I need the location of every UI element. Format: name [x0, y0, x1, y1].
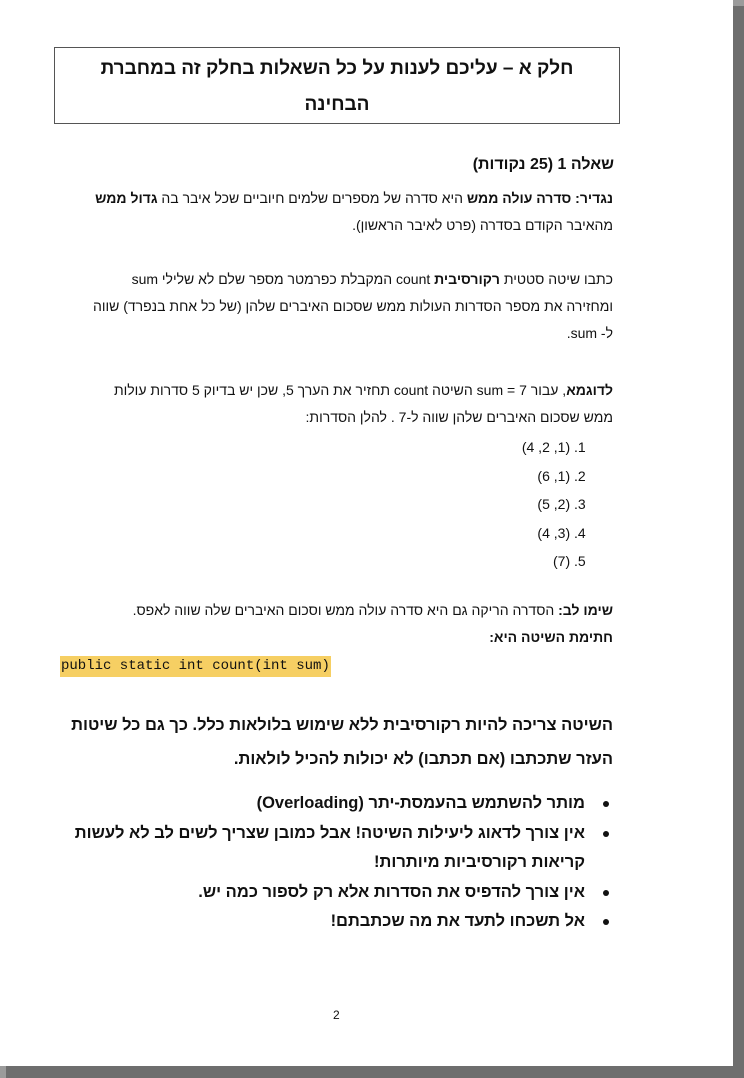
list-item: אל תשכחו לתעד את מה שכתבתם! — [53, 907, 613, 937]
definition-term: סדרה עולה ממש — [466, 190, 572, 206]
question-heading: שאלה 1 (25 נקודות) — [472, 156, 614, 173]
rules-bullet-list — [53, 789, 613, 937]
list-item: 5. (7) — [552, 553, 586, 569]
note-label: שימו לב: — [558, 602, 613, 618]
list-item: אין צורך לדאוג ליעילות השיטה! אבל כמובן שצריך לשים לב לא לעשות קריאות רקורסיביות מיותרות! — [53, 819, 613, 878]
example-label: לדוגמא — [566, 382, 613, 398]
note-paragraph — [53, 597, 613, 651]
section-title-line2: הבחינה — [304, 94, 370, 115]
list-item: מותר להשתמש בהעמסת-יתר (Overloading) — [53, 789, 613, 819]
section-title-box — [54, 47, 620, 124]
list-item: 3. (2, 5) — [537, 496, 586, 512]
list-item: 2. (1, 6) — [537, 467, 586, 484]
list-item: 1. (1, 2, 4) — [521, 439, 586, 455]
example-paragraph — [53, 377, 613, 431]
definition-line2: מהאיבר הקודם בסדרה (פרט לאיבר הראשון). — [352, 217, 613, 233]
page-shadow-right — [733, 6, 744, 1078]
definition-paragraph — [53, 185, 613, 239]
list-item: 4. (3, 4) — [537, 524, 586, 541]
bullet-icon — [603, 831, 609, 837]
example-line1: , עבור sum = 7 השיטה count תחזיר את הערך 5, שכן יש בדיוק 5 סדרות עולות — [113, 382, 567, 398]
definition-label: נגדיר: — [575, 190, 613, 206]
requirement-line2: העזר שתכתבו (אם תכתבו) לא יכולות להכיל לולאות. — [233, 750, 613, 768]
sequence-list — [522, 433, 594, 576]
task-part1: כתבו שיטה סטטית — [499, 271, 613, 287]
bullet-icon — [603, 890, 609, 896]
requirement-line1: השיטה צריכה להיות רקורסיבית ללא שימוש בלולאות כלל. כך גם כל שיטות — [71, 716, 613, 734]
task-line3: ל- sum. — [566, 325, 613, 341]
definition-text: היא סדרה של מספרים שלמים חיוביים שכל איבר בה — [157, 190, 467, 206]
page-shadow-bottom — [6, 1066, 744, 1078]
task-emphasis: רקורסיבית — [434, 271, 500, 287]
definition-emphasis: גדול ממש — [95, 190, 158, 206]
section-title-line1: חלק א – עליכם לענות על כל השאלות בחלק זה במחברת — [100, 58, 574, 79]
list-item: אין צורך להדפיס את הסדרות אלא רק לספור כמה יש. — [53, 878, 613, 908]
note-text: הסדרה הריקה גם היא סדרה עולה ממש וסכום האיברים שלה שווה לאפס. — [132, 602, 559, 618]
signature-label: חתימת השיטה היא: — [489, 629, 613, 645]
page-number: 2 — [333, 1008, 340, 1022]
task-part2: count המקבלת כפרמטר מספר שלם לא שלילי sum — [131, 271, 435, 287]
method-signature-code: public static int count(int sum) — [60, 656, 331, 677]
requirement-paragraph — [53, 708, 613, 776]
task-paragraph — [53, 266, 613, 347]
bullet-icon — [603, 919, 609, 925]
bullet-icon — [603, 801, 609, 807]
example-line2: ממש שסכום האיברים שלהן שווה ל-7 . להלן הסדרות: — [305, 409, 613, 425]
task-line2: ומחזירה את מספר הסדרות העולות ממש שסכום האיברים שלהן (של כל אחת בנפרד) שווה — [92, 298, 613, 314]
